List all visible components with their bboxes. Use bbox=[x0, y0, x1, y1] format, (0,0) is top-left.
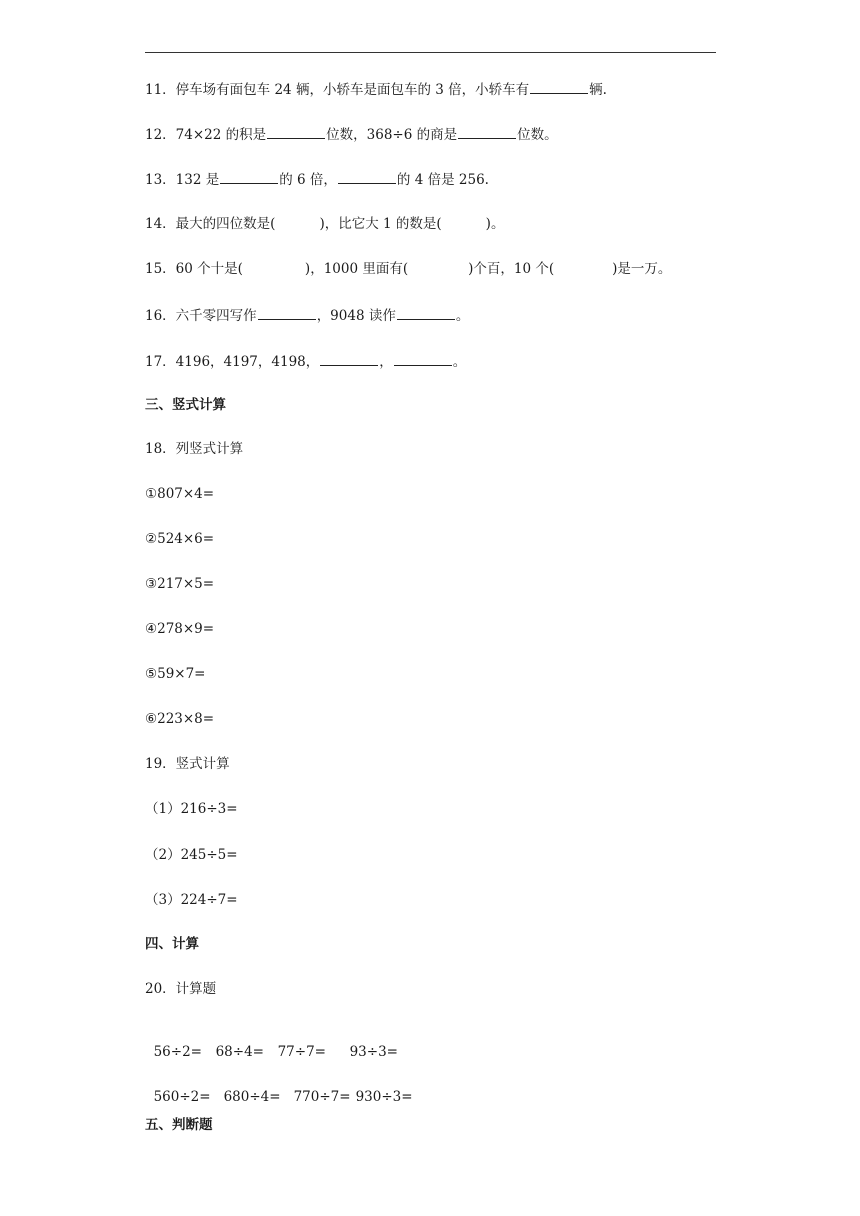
answer-blank[interactable] bbox=[320, 351, 378, 366]
question-11-text: 11．停车场有面包车 24 辆，小轿车是面包车的 3 倍，小轿车有 bbox=[145, 82, 530, 98]
question-20-title: 20．计算题 bbox=[145, 981, 217, 997]
calc-item: 930÷3= bbox=[355, 1089, 413, 1105]
question-17-suffix: 。 bbox=[452, 354, 467, 370]
question-16-suffix: 。 bbox=[455, 308, 470, 324]
question-15-text: 15．60 个十是( bbox=[145, 261, 243, 277]
calc-item: 93÷3= bbox=[349, 1044, 398, 1060]
calc-item: 560÷2= bbox=[153, 1089, 211, 1105]
question-17-text: 17．4196，4197，4198， bbox=[145, 354, 320, 370]
calc-row bbox=[145, 1070, 416, 1106]
calc-item: 56÷2= bbox=[153, 1044, 202, 1060]
section-heading: 三、竖式计算 bbox=[145, 397, 226, 413]
question-12-text: 12．74×22 的积是 bbox=[145, 127, 267, 143]
answer-blank[interactable] bbox=[394, 351, 452, 366]
calc-row bbox=[145, 1025, 410, 1061]
question-13-text: 13．132 是 bbox=[145, 172, 220, 188]
question-15 bbox=[145, 260, 671, 278]
calc-item: （2）245÷5= bbox=[145, 847, 238, 863]
question-17 bbox=[145, 351, 466, 371]
answer-blank[interactable] bbox=[267, 124, 325, 139]
answer-blank[interactable] bbox=[530, 79, 588, 94]
question-14-suffix: )。 bbox=[485, 216, 505, 232]
question-14 bbox=[145, 215, 504, 233]
question-17-mid: ， bbox=[379, 354, 393, 370]
question-12-mid: 位数，368÷6 的商是 bbox=[326, 127, 458, 143]
calc-item: ④278×9= bbox=[145, 621, 215, 637]
calc-item: 77÷7= bbox=[277, 1044, 326, 1060]
question-14-mid: )，比它大 1 的数是( bbox=[319, 216, 442, 232]
calc-item: ②524×6= bbox=[145, 531, 215, 547]
calc-item: 68÷4= bbox=[215, 1044, 264, 1060]
answer-blank[interactable] bbox=[397, 305, 455, 320]
question-12-suffix: 位数。 bbox=[517, 127, 558, 143]
question-11 bbox=[145, 79, 607, 99]
answer-blank[interactable] bbox=[458, 124, 516, 139]
calc-item: （1）216÷3= bbox=[145, 801, 238, 817]
question-16-text: 16．六千零四写作 bbox=[145, 308, 257, 324]
question-14-text: 14．最大的四位数是( bbox=[145, 216, 276, 232]
answer-blank[interactable] bbox=[258, 305, 316, 320]
question-15-mid1: )，1000 里面有( bbox=[304, 261, 409, 277]
question-19-title: 19．竖式计算 bbox=[145, 756, 230, 772]
question-11-suffix: 辆. bbox=[589, 82, 607, 98]
calc-item: ③217×5= bbox=[145, 576, 215, 592]
calc-item: （3）224÷7= bbox=[145, 892, 238, 908]
calc-item: 680÷4= bbox=[223, 1089, 281, 1105]
header-rule bbox=[145, 52, 716, 53]
section-heading: 五、判断题 bbox=[145, 1117, 213, 1133]
question-13-mid: 的 6 倍， bbox=[279, 172, 337, 188]
question-15-mid2: )个百，10 个( bbox=[468, 261, 555, 277]
answer-blank[interactable] bbox=[338, 169, 396, 184]
answer-blank[interactable] bbox=[220, 169, 278, 184]
calc-item: ⑥223×8= bbox=[145, 711, 215, 727]
question-13 bbox=[145, 169, 489, 189]
question-16-mid: ，9048 读作 bbox=[316, 308, 396, 324]
question-13-suffix: 的 4 倍是 256. bbox=[396, 172, 489, 188]
calc-item: ①807×4= bbox=[145, 486, 215, 502]
question-18-title: 18．列竖式计算 bbox=[145, 441, 244, 457]
section-heading: 四、计算 bbox=[145, 936, 199, 952]
question-12 bbox=[145, 124, 558, 144]
calc-item: 770÷7= bbox=[293, 1089, 351, 1105]
question-15-suffix: )是一万。 bbox=[612, 261, 672, 277]
calc-item: ⑤59×7= bbox=[145, 666, 206, 682]
question-16 bbox=[145, 305, 469, 325]
